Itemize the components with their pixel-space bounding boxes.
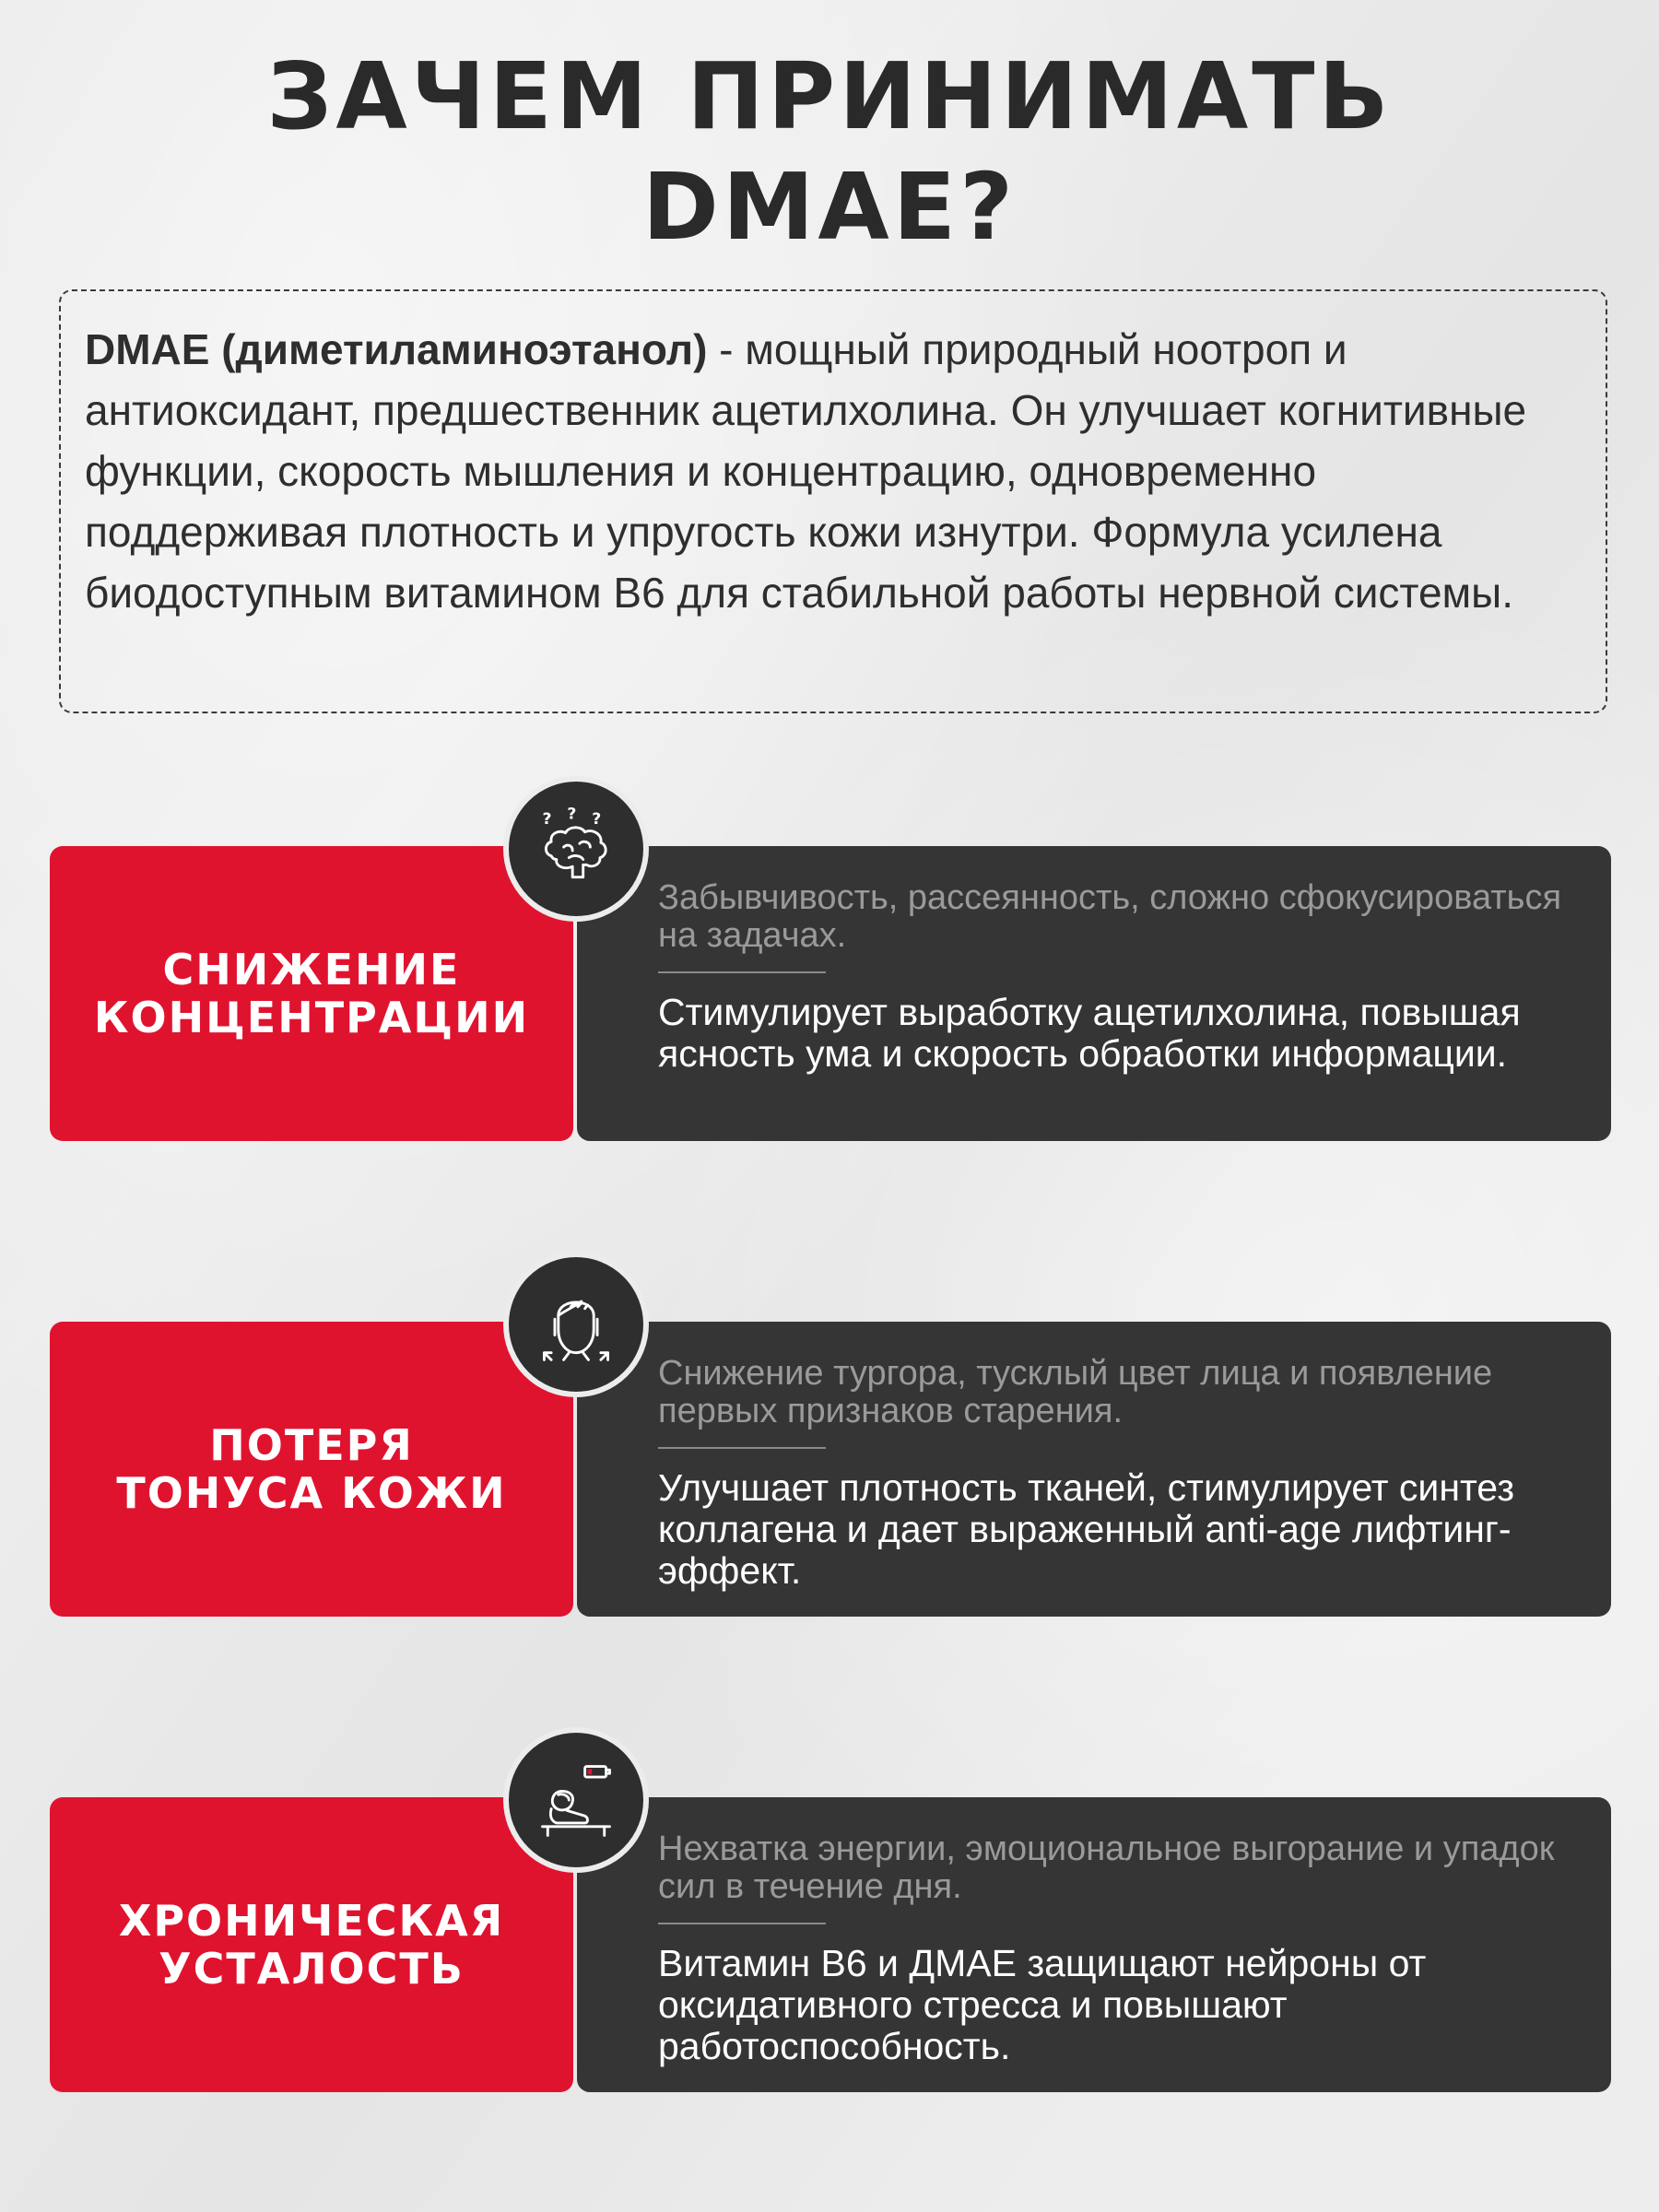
problem-text: Нехватка энергии, эмоциональное выгорание и упадок сил в течение дня. — [658, 1830, 1555, 1906]
confused-brain-icon — [503, 776, 649, 922]
svg-text:?: ? — [567, 805, 577, 824]
benefit-detail-card — [577, 1797, 1611, 2092]
benefit-block-skin-tone — [50, 1322, 1611, 1617]
benefit-title-line-2: КОНЦЕНТРАЦИИ — [93, 993, 530, 1042]
problem-text: Снижение тургора, тусклый цвет лица и появление первых признаков старения. — [658, 1354, 1493, 1430]
benefit-title-card — [50, 1322, 573, 1617]
benefit-title-card — [50, 846, 573, 1141]
benefit-title-line-1: ХРОНИЧЕСКАЯ — [118, 1896, 505, 1946]
benefit-detail-card — [577, 846, 1611, 1141]
tired-person-low-battery-icon — [503, 1727, 649, 1873]
benefit-block-fatigue — [50, 1797, 1611, 2092]
benefit-title-line-2: ТОНУСА КОЖИ — [116, 1468, 507, 1518]
page-title — [0, 41, 1659, 263]
benefit-title-line-1: ПОТЕРЯ — [209, 1420, 414, 1470]
page-title-line-2: DMAE? — [641, 153, 1018, 261]
benefit-title — [116, 1421, 506, 1517]
benefit-title-line-2: УСТАЛОСТЬ — [159, 1944, 465, 1994]
solution-text: Витамин B6 и ДМАЕ защищают нейроны от оксидативного стресса и повышают работоспособность. — [658, 1942, 1427, 2067]
benefit-title-card — [50, 1797, 573, 2092]
svg-text:?: ? — [542, 810, 552, 830]
benefit-block-concentration — [50, 805, 1611, 1141]
intro-description: - мощный природный ноотроп и антиоксидант, предшественник ацетилхолина. Он улучшает когнитивные функции, скорость мышления и концентрацию, одновременно поддерживая плотность и упругость кожи изнутри. Формула усилена биодоступным витамином B6 для стабильной работы нервной системы. — [85, 325, 1527, 617]
benefit-title — [94, 946, 529, 1041]
problem-text: Забывчивость, рассеянность, сложно сфокусироваться на задачах. — [658, 878, 1562, 955]
divider — [658, 1923, 826, 1924]
intro-term: DMAE (диметиламиноэтанол) — [85, 325, 708, 373]
svg-text:?: ? — [592, 810, 602, 830]
divider — [658, 1447, 826, 1449]
solution-text: Улучшает плотность тканей, стимулирует синтез коллагена и дает выраженный anti-age лифтинг-эффект. — [658, 1466, 1514, 1592]
benefit-detail-card — [577, 1322, 1611, 1617]
solution-text: Стимулирует выработку ацетилхолина, повышая ясность ума и скорость обработки информации. — [658, 991, 1521, 1075]
benefit-title-line-1: СНИЖЕНИЕ — [162, 945, 461, 994]
intro-box — [59, 289, 1607, 713]
face-lifting-icon — [503, 1252, 649, 1397]
benefit-title — [119, 1897, 504, 1993]
page-title-line-1: ЗАЧЕМ ПРИНИМАТЬ — [266, 42, 1393, 150]
divider — [658, 971, 826, 973]
intro-paragraph — [85, 319, 1582, 623]
